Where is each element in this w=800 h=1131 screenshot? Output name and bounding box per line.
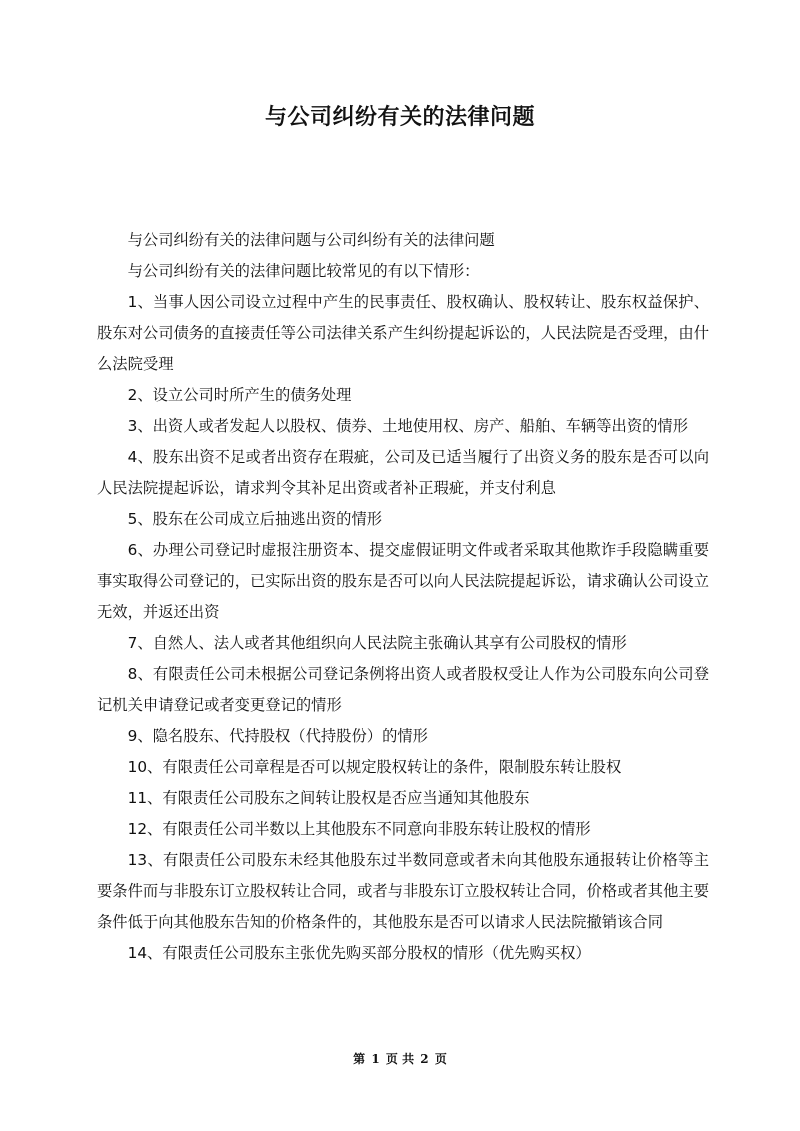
footer-suffix: 页 xyxy=(434,1052,447,1066)
paragraph-intro-repeat: 与公司纠纷有关的法律问题与公司纠纷有关的法律问题 xyxy=(127,231,495,249)
list-item-10: 10、有限责任公司章程是否可以规定股权转让的条件，限制股东转让股权 xyxy=(127,758,622,776)
footer-current-page: 1 xyxy=(371,1052,380,1066)
page-title: 与公司纠纷有关的法律问题 xyxy=(264,105,535,130)
list-item-3: 3、出资人或者发起人以股权、债券、土地使用权、房产、船舶、车辆等出资的情形 xyxy=(127,417,689,435)
list-item-2: 2、设立公司时所产生的债务处理 xyxy=(127,386,352,404)
list-item-7: 7、自然人、法人或者其他组织向人民法院主张确认其享有公司股权的情形 xyxy=(127,634,627,652)
list-item-13: 13、有限责任公司股东未经其他股东过半数同意或者未向其他股东通报转让价格等主要条件而与非股东订立股权转让合同，或者与非股东订立股权转让合同，价格或者其他主要条件低于向其他股东告知的价格条件的，其他股东是否可以请求人民法院撤销该合同 xyxy=(97,851,709,931)
list-item-6: 6、办理公司登记时虚报注册资本、提交虚假证明文件或者采取其他欺诈手段隐瞒重要事实取得公司登记的，已实际出资的股东是否可以向人民法院提起诉讼，请求确认公司设立无效，并返还出资 xyxy=(97,541,709,621)
footer-total-pages: 2 xyxy=(420,1052,429,1066)
footer-middle: 页 共 xyxy=(385,1052,415,1066)
list-item-12: 12、有限责任公司半数以上其他股东不同意向非股东转让股权的情形 xyxy=(127,820,591,838)
footer-prefix: 第 xyxy=(353,1052,366,1066)
list-item-8: 8、有限责任公司未根据公司登记条例将出资人或者股权受让人作为公司股东向公司登记机关申请登记或者变更登记的情形 xyxy=(97,665,709,714)
page-footer xyxy=(0,1050,800,1067)
list-item-5: 5、股东在公司成立后抽逃出资的情形 xyxy=(127,510,383,528)
list-item-9: 9、隐名股东、代持股权（代持股份）的情形 xyxy=(127,727,428,745)
list-item-14: 14、有限责任公司股东主张优先购买部分股权的情形（优先购买权） xyxy=(127,944,591,962)
list-item-4: 4、股东出资不足或者出资存在瑕疵，公司及已适当履行了出资义务的股东是否可以向人民法院提起诉讼，请求判令其补足出资或者补正瑕疵，并支付利息 xyxy=(97,448,709,497)
paragraph-intro: 与公司纠纷有关的法律问题比较常见的有以下情形： xyxy=(127,262,480,280)
list-item-1: 1、当事人因公司设立过程中产生的民事责任、股权确认、股权转让、股东权益保护、股东对公司债务的直接责任等公司法律关系产生纠纷提起诉讼的，人民法院是否受理，由什么法院受理 xyxy=(97,293,709,373)
document-body xyxy=(97,225,709,969)
list-item-11: 11、有限责任公司股东之间转让股权是否应当通知其他股东 xyxy=(127,789,530,807)
